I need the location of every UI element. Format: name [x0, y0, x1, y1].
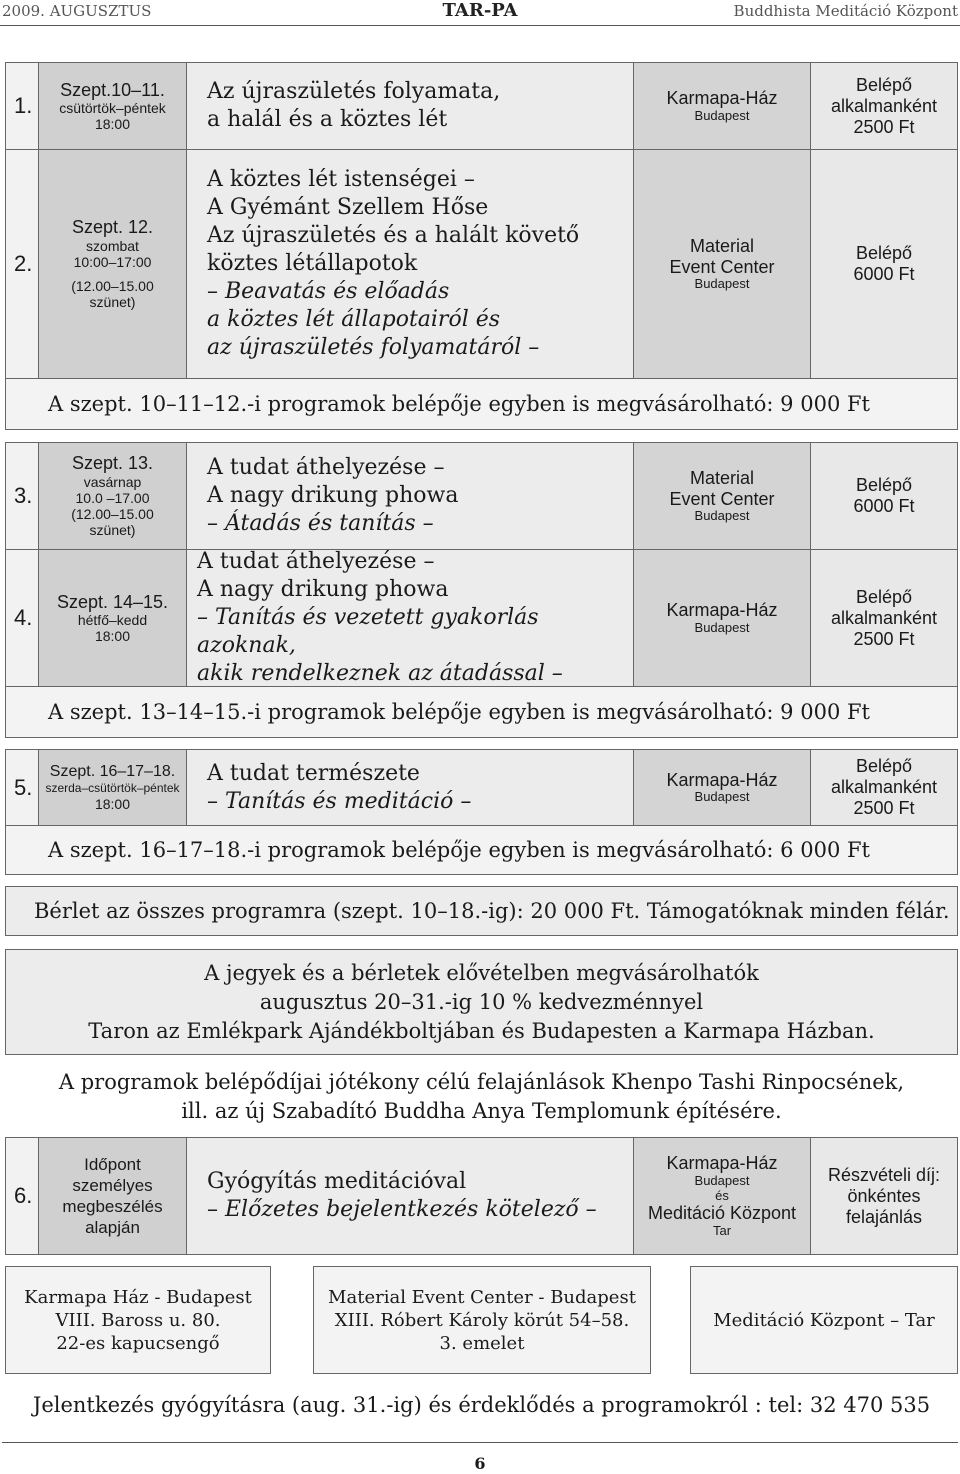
event-price: Belépő alkalmanként 2500 Ft: [810, 549, 958, 687]
address-meditacio-kozpont: Meditáció Központ – Tar: [690, 1266, 958, 1374]
page-header: [0, 0, 960, 26]
issue-date: 2009. AUGUSZTUS: [2, 2, 152, 20]
address-material-event-center: Material Event Center - Budapest XIII. Róbert Károly körút 54–58. 3. emelet: [313, 1266, 651, 1374]
event-date: Szept.10–11. csütörtök–péntek 18:00: [38, 62, 187, 150]
row-number: 4.: [5, 549, 39, 687]
event-title: Gyógyítás meditációval – Előzetes bejelentkezés kötelező –: [186, 1137, 634, 1255]
event-venue: Material Event Center Budapest: [633, 442, 811, 550]
event-venue: Karmapa-Ház Budapest: [633, 749, 811, 826]
combo-ticket-band: A szept. 10–11–12.-i programok belépője egyben is megvásárolható: 9 000 Ft: [5, 378, 958, 430]
event-venue: Material Event Center Budapest: [633, 149, 811, 379]
event-date: Szept. 16–17–18. szerda–csütörtök–péntek 18:00: [38, 749, 187, 826]
event-date: Szept. 12. szombat 10:00–17:00 (12.00–15.00 szünet): [38, 149, 187, 379]
event-price: Részvételi díj: önkéntes felajánlás: [810, 1137, 958, 1255]
event-title: Az újraszületés folyamata, a halál és a köztes lét: [186, 62, 634, 150]
row-number: 2.: [5, 149, 39, 379]
row-number: 5.: [5, 749, 39, 826]
event-venue: Karmapa-Ház Budapest és Meditáció Központ Tar: [633, 1137, 811, 1255]
publisher-name: Buddhista Meditáció Központ: [733, 2, 958, 20]
event-venue: Karmapa-Ház Budapest: [633, 549, 811, 687]
event-price: Belépő alkalmanként 2500 Ft: [810, 749, 958, 826]
combo-ticket-band: A szept. 16–17–18.-i programok belépője egyben is megvásárolható: 6 000 Ft: [5, 825, 958, 875]
event-price: Belépő alkalmanként 2500 Ft: [810, 62, 958, 150]
publication-title: TAR-PA: [442, 0, 518, 21]
contact-line: Jelentkezés gyógyításra (aug. 31.-ig) és érdeklődés a programokról : tel: 32 470 535: [32, 1393, 931, 1417]
presale-notice: A jegyek és a bérletek elővételben megvásárolhatók augusztus 20–31.-ig 10 % kedvezménnyel Taron az Emlékpark Ajándékboltjában és Budapesten a Karmapa Házban.: [5, 949, 958, 1055]
season-pass-band: Bérlet az összes programra (szept. 10–18.-ig): 20 000 Ft. Támogatóknak minden félár.: [5, 886, 958, 936]
row-number: 6.: [5, 1137, 39, 1255]
event-title: A tudat természete – Tanítás és meditáció –: [186, 749, 634, 826]
row-number: 1.: [5, 62, 39, 150]
page-number: 6: [474, 1454, 486, 1473]
footer-divider: [2, 1442, 958, 1443]
charity-note: A programok belépődíjai jótékony célú felajánlások Khenpo Tashi Rinpocsének, ill. az új Szabadító Buddha Anya Templomunk építésére.: [58, 1070, 905, 1123]
event-date: Időpont személyes megbeszélés alapján: [38, 1137, 187, 1255]
address-karmapa-haz: Karmapa Ház - Budapest VIII. Baross u. 80. 22-es kapucsengő: [5, 1266, 271, 1374]
event-date: Szept. 14–15. hétfő–kedd 18:00: [38, 549, 187, 687]
event-price: Belépő 6000 Ft: [810, 442, 958, 550]
event-title: A köztes lét istenségei – A Gyémánt Szellem Hőse Az újraszületés és a halált követő köztes létállapotok – Beavatás és előadás a köztes lét állapotairól és az újraszületés folyamatáról –: [186, 149, 634, 379]
event-date: Szept. 13. vasárnap 10.0 –17.00 (12.00–15.00 szünet): [38, 442, 187, 550]
row-number: 3.: [5, 442, 39, 550]
event-venue: Karmapa-Ház Budapest: [633, 62, 811, 150]
combo-ticket-band: A szept. 13–14–15.-i programok belépője egyben is megvásárolható: 9 000 Ft: [5, 686, 958, 738]
event-title: A tudat áthelyezése – A nagy drikung phowa – Tanítás és vezetett gyakorlás azoknak, akik rendelkeznek az átadással –: [186, 549, 634, 687]
event-title: A tudat áthelyezése – A nagy drikung phowa – Átadás és tanítás –: [186, 442, 634, 550]
event-price: Belépő 6000 Ft: [810, 149, 958, 379]
